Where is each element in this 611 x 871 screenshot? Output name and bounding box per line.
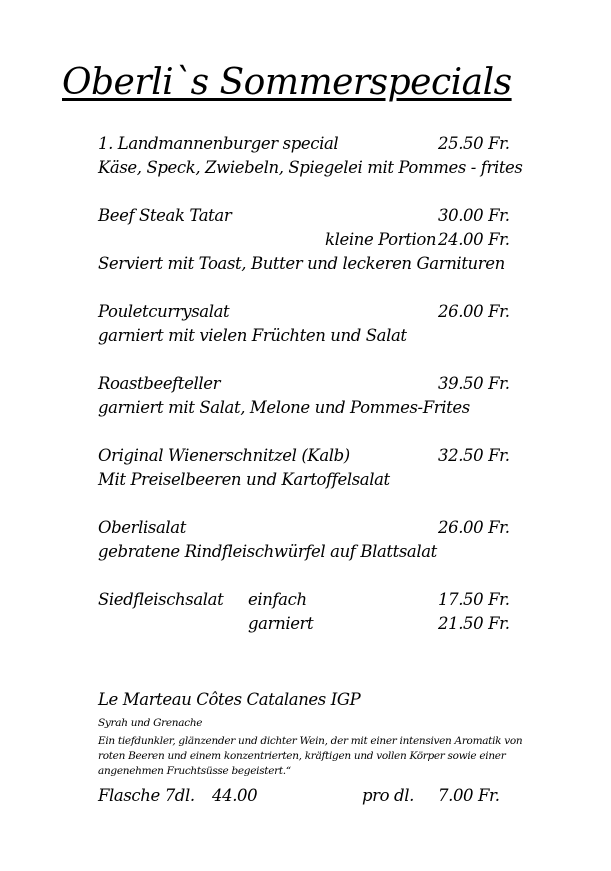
item-description: garniert mit vielen Früchten und Salat — [98, 326, 407, 345]
item-name: Pouletcurrysalat — [98, 302, 230, 321]
item-name: 1. Landmannenburger special — [98, 134, 339, 153]
item-price: 26.00 Fr. — [438, 302, 510, 321]
item-name: Roastbeefteller — [98, 374, 221, 393]
item-option: einfach — [248, 590, 307, 609]
wine-glass-price: 7.00 Fr. — [438, 786, 500, 805]
wine-description: Ein tiefdunkler, glänzender und dichter Wein, der mit einer intensiven Aromatik von roten Beeren und einem konzentrierten, kräftigen und vollen Körper sowie einer angenehmen Fruchtsüsse begeistert.“ — [98, 735, 523, 777]
item-variant-label: kleine Portion — [325, 230, 437, 249]
wine-grapes: Syrah und Grenache — [98, 717, 203, 729]
item-option-price: 21.50 Fr. — [438, 614, 510, 633]
menu-title: Oberli`s Sommerspecials — [62, 62, 512, 103]
item-name: Oberlisalat — [98, 518, 186, 537]
item-name: Original Wienerschnitzel (Kalb) — [98, 446, 350, 465]
wine-glass-label: pro dl. — [362, 786, 414, 805]
item-description: gebratene Rindfleischwürfel auf Blattsalat — [98, 542, 437, 561]
item-price: 39.50 Fr. — [438, 374, 510, 393]
item-description: garniert mit Salat, Melone und Pommes-Frites — [98, 398, 470, 417]
item-option-price: 17.50 Fr. — [438, 590, 510, 609]
item-description: Serviert mit Toast, Butter und leckeren Garnituren — [98, 254, 505, 273]
item-description: Käse, Speck, Zwiebeln, Spiegelei mit Pommes - frites — [98, 158, 523, 177]
item-price: 25.50 Fr. — [438, 134, 510, 153]
item-option: garniert — [248, 614, 314, 633]
item-name: Siedfleischsalat — [98, 590, 224, 609]
item-price: 26.00 Fr. — [438, 518, 510, 537]
item-price: 32.50 Fr. — [438, 446, 510, 465]
wine-bottle-price: 44.00 — [212, 786, 258, 805]
item-variant-price: 24.00 Fr. — [438, 230, 510, 249]
item-price: 30.00 Fr. — [438, 206, 510, 225]
item-name: Beef Steak Tatar — [98, 206, 232, 225]
item-description: Mit Preiselbeeren und Kartoffelsalat — [98, 470, 390, 489]
wine-name: Le Marteau Côtes Catalanes IGP — [98, 690, 361, 709]
wine-bottle-label: Flasche 7dl. — [98, 786, 195, 805]
